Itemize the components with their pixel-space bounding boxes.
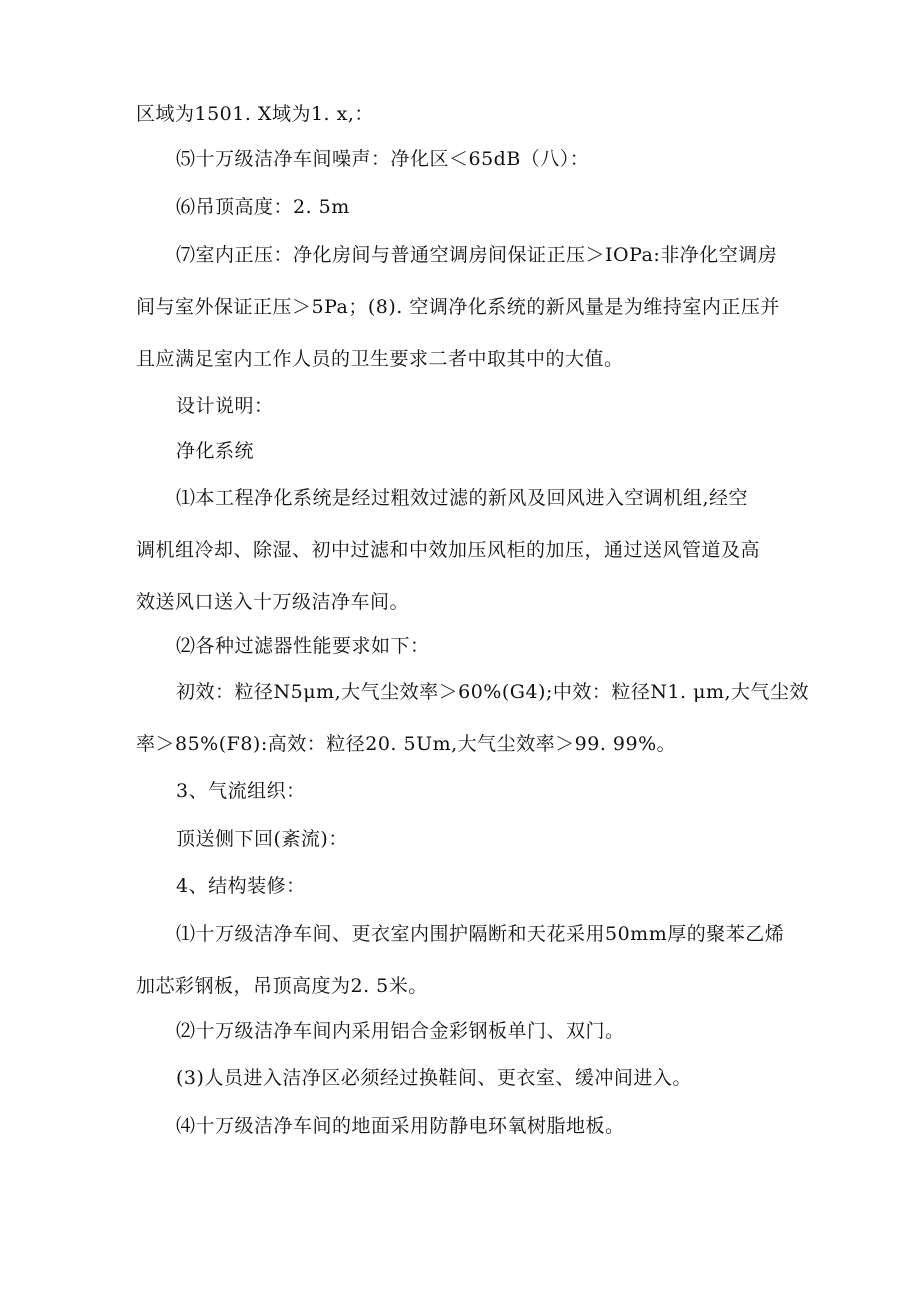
paragraph-purification-system — [136, 425, 796, 477]
paragraph-airflow-heading — [136, 765, 796, 817]
paragraph-structure-heading — [136, 860, 796, 912]
text-line: 3、气流组织： — [176, 780, 306, 802]
text-line: 净化系统 — [176, 440, 255, 462]
text-line: ⑵各种过滤器性能要求如下： — [176, 635, 430, 657]
paragraph-personnel-entry — [136, 1052, 796, 1104]
text-line: (3)人员进入洁净区必须经过换鞋间、更衣室、缓冲间进入。 — [176, 1067, 692, 1089]
paragraph-ceiling-height — [136, 181, 796, 233]
text-line: ⑴十万级洁净车间、更衣室内围护隔断和天花采用50mm厚的聚苯乙烯 — [176, 923, 785, 945]
text-line: ⑴本工程净化系统是经过粗效过滤的新风及回风进入空调机组,经空 — [176, 487, 749, 509]
paragraph-noise — [136, 133, 796, 185]
paragraph-filter-requirements — [136, 620, 796, 672]
text-line: ⑷十万级洁净车间的地面采用防静电环氧树脂地板。 — [176, 1115, 625, 1137]
text-line: 顶送侧下回(紊流)： — [176, 828, 348, 850]
text-line: 区域为1501. X域为1. x,： — [136, 103, 374, 125]
text-line: 加芯彩钢板，吊顶高度为2. 5米。 — [136, 975, 428, 997]
text-line: 设计说明： — [176, 395, 274, 417]
paragraph-doors — [136, 1005, 796, 1057]
paragraph-airflow-description — [136, 813, 796, 865]
text-line: 4、结构装修： — [176, 875, 306, 897]
paragraph-partition-panels — [136, 908, 796, 1012]
text-line: 调机组冷却、除湿、初中过滤和中效加压风柜的加压，通过送风管道及高 — [136, 539, 761, 561]
text-line: 初效：粒径N5μm,大气尘效率＞60%(G4);中效：粒径N1. μm,大气尘效 — [176, 681, 810, 703]
paragraph-system-description — [136, 472, 796, 628]
text-line: ⑺室内正压：净化房间与普通空调房间保证正压＞IOPa:非净化空调房 — [176, 244, 778, 266]
paragraph-flooring — [136, 1100, 796, 1152]
paragraph-positive-pressure — [136, 229, 796, 385]
text-line: ⑵十万级洁净车间内采用铝合金彩钢板单门、双门。 — [176, 1020, 625, 1042]
text-line: ⑹吊顶高度：2. 5m — [176, 196, 350, 218]
paragraph-filter-efficiency — [136, 666, 810, 770]
text-line: 且应满足室内工作人员的卫生要求二者中取其中的大值。 — [136, 348, 624, 370]
text-line: 间与室外保证正压＞5Pa；(8). 空调净化系统的新风量是为维持室内正压并 — [136, 296, 780, 318]
text-line: 效送风口送入十万级洁净车间。 — [136, 591, 410, 613]
text-line: ⑸十万级洁净车间噪声：净化区＜65dB（八）： — [176, 148, 590, 170]
text-line: 率＞85%(F8):高效：粒径20. 5Um,大气尘效率＞99. 99%。 — [136, 733, 677, 755]
